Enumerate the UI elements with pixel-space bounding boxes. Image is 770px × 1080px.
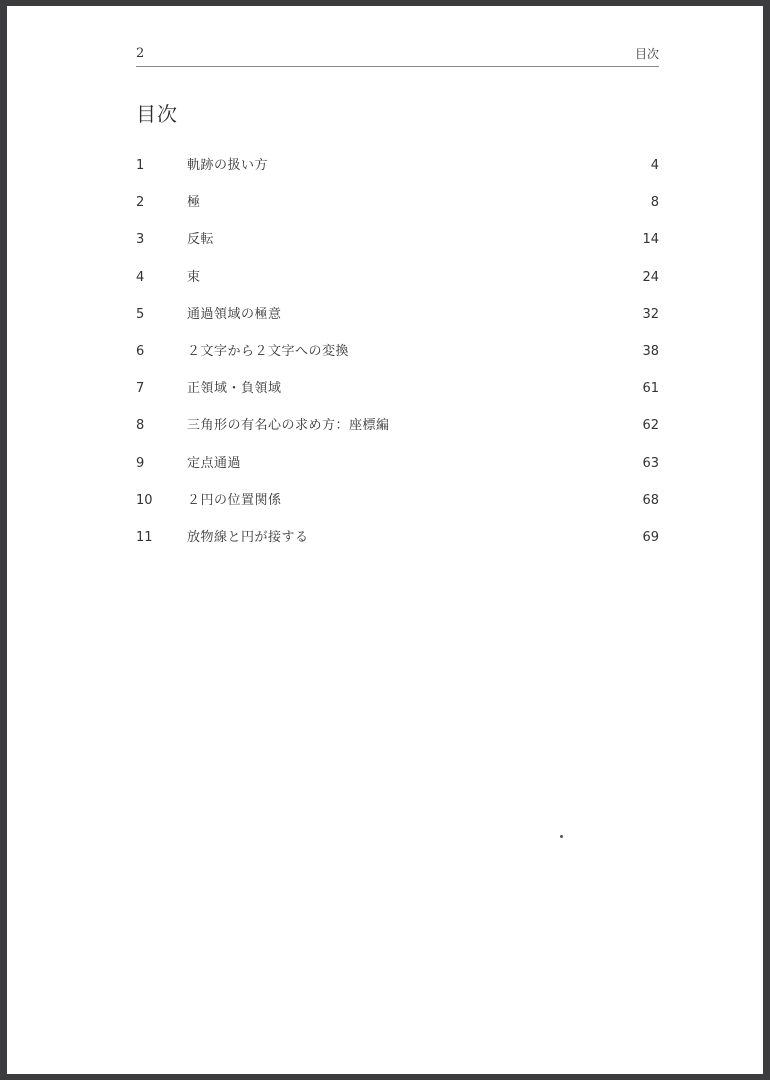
- document-page: [7, 6, 763, 1074]
- toc-entry-page: 14: [642, 232, 659, 248]
- toc-entry-title: 三角形の有名心の求め方：座標編: [187, 418, 390, 434]
- toc-entry-number: 5: [136, 306, 145, 322]
- toc-entry-number: 7: [136, 381, 145, 397]
- running-header: [136, 46, 659, 67]
- toc-entry-title: 通過領域の極意: [187, 306, 282, 322]
- toc-entry-title: 極: [187, 195, 201, 211]
- toc-entry-title: 反転: [187, 232, 215, 248]
- toc-entry-page: 68: [642, 492, 659, 508]
- toc-entry-number: 3: [136, 232, 145, 248]
- toc-entry: [132, 154, 659, 191]
- toc-entry-page: 63: [642, 455, 659, 471]
- toc-entry-title: 束: [187, 269, 201, 285]
- toc-entry-page: 8: [650, 195, 659, 211]
- toc-entry-title: ２円の位置関係: [187, 492, 282, 508]
- toc-entry-page: 38: [642, 343, 659, 359]
- toc-entry: [132, 303, 659, 340]
- toc-entry-number: 4: [136, 269, 145, 285]
- toc-entry-page: 4: [650, 158, 659, 173]
- toc-entry: [132, 340, 659, 377]
- toc-entry-number: 6: [136, 343, 145, 359]
- page-number: 2: [136, 46, 145, 61]
- toc-entry-number: 8: [136, 418, 145, 434]
- toc-entry-number: 9: [136, 455, 145, 471]
- toc-entry-number: 11: [136, 529, 153, 545]
- toc-entry-page: 32: [642, 306, 659, 322]
- toc-entry-title: 軌跡の扱い方: [187, 158, 269, 173]
- toc-entry: [132, 526, 659, 563]
- toc-entry: [132, 191, 659, 228]
- toc-entry-title: 放物線と円が接する: [187, 529, 309, 545]
- toc-entry: [132, 266, 659, 303]
- toc-entry-page: 61: [642, 381, 659, 397]
- toc-entry-number: 10: [136, 492, 153, 508]
- toc-entry-title: ２文字から２文字への変換: [187, 343, 350, 359]
- toc-entry-page: 69: [642, 529, 659, 545]
- scan-speck: [560, 835, 563, 838]
- toc-entry-number: 1: [136, 158, 145, 173]
- toc-entry: [132, 452, 659, 489]
- toc-entry-page: 24: [642, 269, 659, 285]
- toc-entry-title: 正領域・負領域: [187, 381, 282, 397]
- running-header-title: 目次: [634, 47, 659, 61]
- toc-entry: [132, 414, 659, 451]
- toc-entry: [132, 489, 659, 526]
- toc-entry: [132, 377, 659, 414]
- toc-entry-title: 定点通過: [187, 455, 242, 471]
- toc-heading: 目次: [136, 102, 178, 126]
- toc-entry-page: 62: [642, 418, 659, 434]
- toc-entry-number: 2: [136, 195, 145, 211]
- toc-list: [132, 154, 659, 563]
- toc-entry: [132, 228, 659, 265]
